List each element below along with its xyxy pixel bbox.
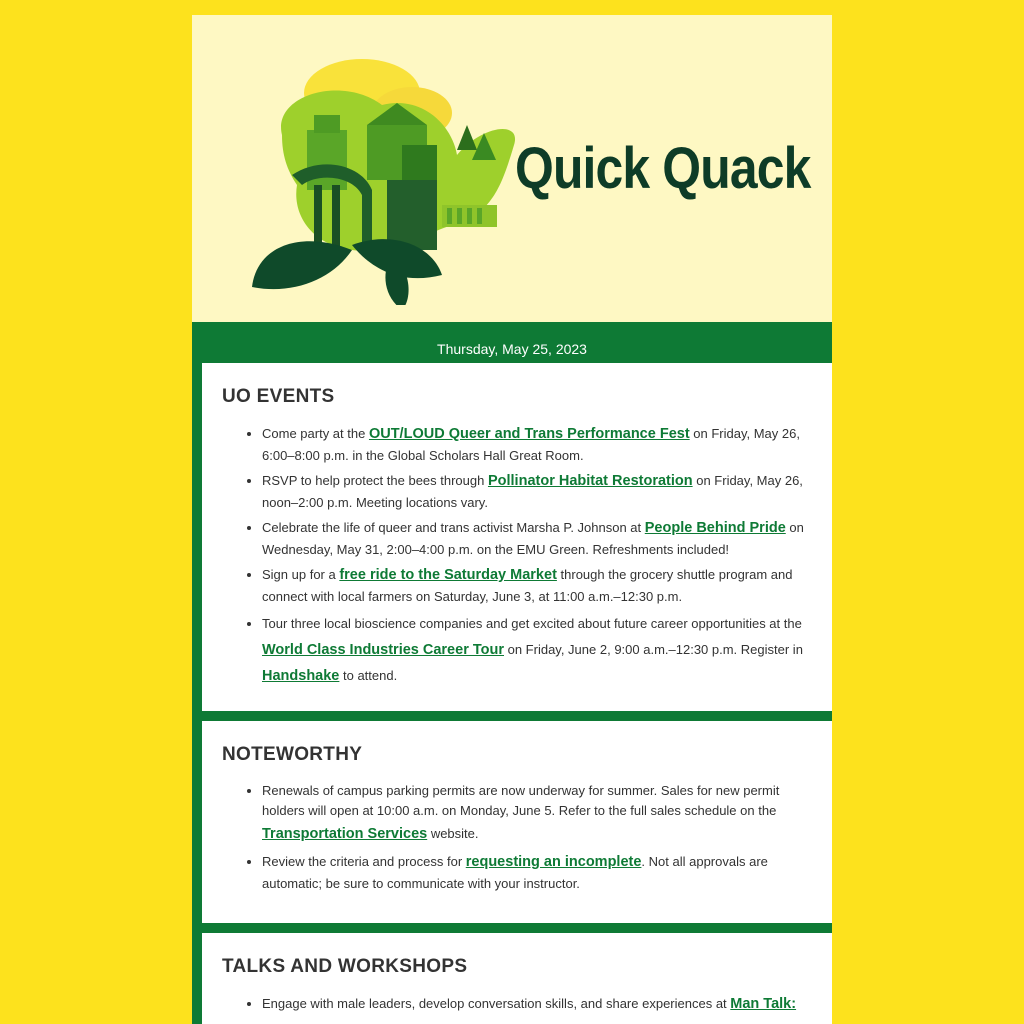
list-item: • Come party at the OUT/LOUD Queer and Trans Performance Fest on Friday, May 26, 6:00–8:00 p.m. in the Global Scholars Hall Great Room. [262,423,822,466]
list-item: • Sign up for a free ride to the Saturday Market through the grocery shuttle program and connect with local farmers on Saturday, June 3, at 11:00 a.m.–12:30 p.m. [262,564,822,607]
talks-card [202,933,832,1024]
noteworthy-card [202,721,832,923]
brand-wordmark: Quick Quack [515,136,811,201]
list-item: • Celebrate the life of queer and trans activist Marsha P. Johnson at People Behind Pride on Wednesday, May 31, 2:00–4:00 p.m. on the EMU Green. Refreshments included! [262,517,822,560]
newsletter [192,15,832,1024]
event-link-outloud[interactable]: OUT/LOUD Queer and Trans Performance Fest [368,426,690,442]
incomplete-link[interactable]: requesting an incomplete [465,854,642,870]
list-item: • Renewals of campus parking permits are now underway for summer. Sales for new permit holders will open at 10:00 a.m. on Monday, June 5. Refer to the full sales schedule on the Transportation Services website. [262,781,822,847]
man-talk-link[interactable]: Man Talk: [730,996,797,1012]
event-link-career-tour[interactable]: World Class Industries Career Tour [262,642,504,658]
events-list [222,423,822,689]
list-item: • Tour three local bioscience companies and get excited about future career opportunities at the World Class Industries Career Tour on Friday, June 2, 9:00 a.m.–12:30 p.m. Register in Handshake to attend. [262,611,822,689]
content-area [192,322,832,1024]
event-link-saturday-market[interactable]: free ride to the Saturday Market [339,567,557,583]
event-link-pollinator[interactable]: Pollinator Habitat Restoration [487,473,693,489]
issue-date: Thursday, May 25, 2023 [437,341,587,357]
event-link-pride[interactable]: People Behind Pride [644,520,786,536]
noteworthy-list [222,781,822,894]
section-heading: UO EVENTS [222,386,335,407]
handshake-link[interactable]: Handshake [262,668,340,684]
events-card [202,363,832,711]
list-item: • Review the criteria and process for requesting an incomplete. Not all approvals are automatic; be sure to communicate with your instructor. [262,851,822,894]
list-item: • Engage with male leaders, develop conversation skills, and share experiences at Man Talk: [262,993,822,1015]
list-item: • RSVP to help protect the bees through Pollinator Habitat Restoration on Friday, May 26, noon–2:00 p.m. Meeting locations vary. [262,470,822,513]
section-heading: TALKS AND WORKSHOPS [222,956,468,977]
hero-banner [192,15,832,322]
talks-list [222,993,822,1015]
duck-logo-icon [252,55,522,305]
transportation-services-link[interactable]: Transportation Services [262,826,428,842]
section-heading: NOTEWORTHY [222,744,363,765]
